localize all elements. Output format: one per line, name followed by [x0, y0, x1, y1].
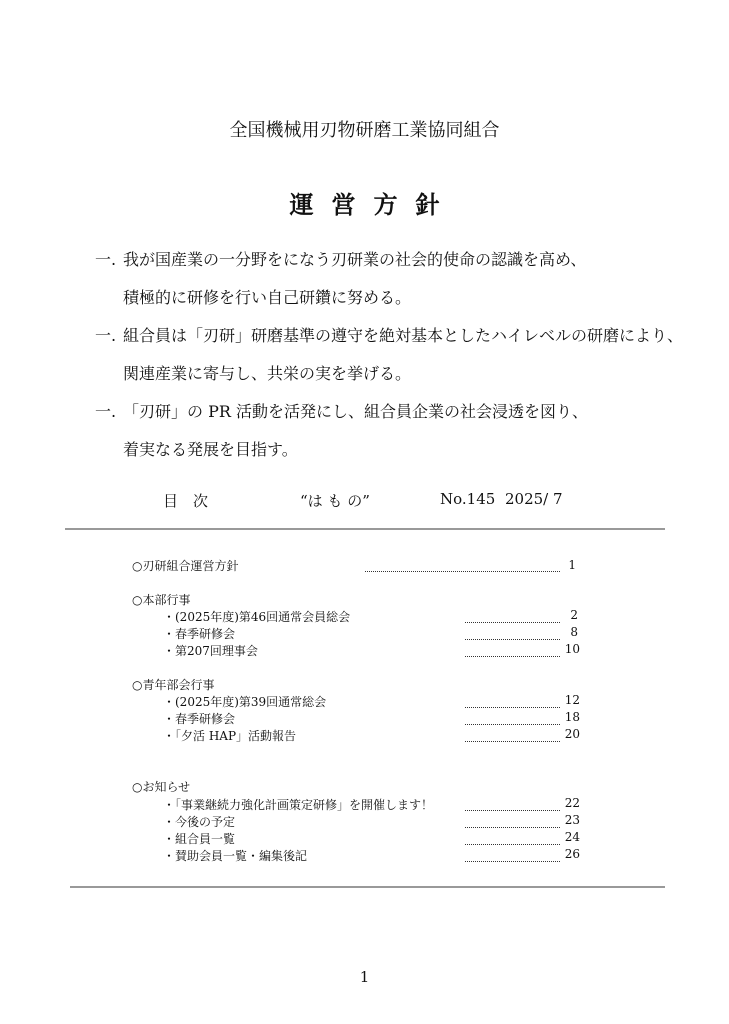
- leader-dots: [465, 639, 560, 640]
- toc-page: 8: [570, 625, 578, 639]
- divider-top: [65, 528, 665, 530]
- leader-dots: [365, 571, 560, 572]
- organization-title: 全国機械用刃物研磨工業協同組合: [229, 120, 500, 141]
- policy-line: 関連産業に寄与し、共栄の実を挙げる。: [123, 364, 412, 383]
- toc-item-title: ・春季研修会: [163, 627, 236, 641]
- policy-line: 積極的に研修を行い自己研鑽に努める。: [123, 288, 412, 307]
- leader-dots: [465, 656, 560, 657]
- leader-dots: [465, 827, 560, 828]
- leader-dots: [465, 707, 560, 708]
- toc-item-title: ・「事業継続力強化計画策定研修」を開催します！: [163, 798, 434, 812]
- publication-name: “は も の”: [300, 492, 370, 510]
- leader-dots: [465, 741, 560, 742]
- toc-item-title: ・賛助会員一覧・編集後記: [163, 849, 308, 863]
- policy-heading: 運営方針: [289, 190, 458, 219]
- leader-dots: [465, 861, 560, 862]
- leader-dots: [465, 724, 560, 725]
- toc-section-title: ○お知らせ: [132, 780, 191, 794]
- toc-page: 10: [564, 642, 580, 656]
- policy-marker: 一.: [95, 402, 117, 421]
- policy-marker: 一.: [95, 326, 117, 345]
- toc-section-title: ○青年部会行事: [132, 678, 215, 692]
- toc-item-title: ・「夕活 HAP」活動報告: [163, 729, 297, 743]
- toc-page: 20: [564, 727, 580, 741]
- toc-page: 23: [564, 813, 580, 827]
- toc-item-title: ・組合員一覧: [163, 832, 236, 846]
- leader-dots: [465, 844, 560, 845]
- toc-item-title: ・春季研修会: [163, 712, 236, 726]
- leader-dots: [465, 810, 560, 811]
- toc-page: 26: [564, 847, 580, 861]
- issue-date: 2025/ 7: [505, 490, 563, 508]
- policy-line: 我が国産業の一分野をになう刃研業の社会的使命の認識を高め、: [123, 250, 587, 269]
- toc-item-title: ・(2025年度)第39回通常総会: [163, 695, 327, 709]
- leader-dots: [465, 622, 560, 623]
- toc-page: 12: [564, 693, 580, 707]
- toc-item-title: ・今後の予定: [163, 815, 236, 829]
- toc-page: 2: [570, 608, 578, 622]
- toc-page: 1: [568, 558, 576, 572]
- toc-page: 18: [564, 710, 580, 724]
- issue-number: No.145: [440, 490, 496, 508]
- policy-marker: 一.: [95, 250, 117, 269]
- toc-page: 22: [564, 796, 580, 810]
- policy-line: 組合員は「刃研」研磨基準の遵守を絶対基本としたハイレベルの研磨により、: [123, 326, 684, 345]
- policy-line: 着実なる発展を目指す。: [123, 440, 298, 459]
- page-number: 1: [359, 968, 370, 986]
- toc-label: 目 次: [163, 492, 209, 510]
- toc-item-title: ・(2025年度)第46回通常会員総会: [163, 610, 351, 624]
- toc-section-title: ○刃研組合運営方針: [132, 559, 239, 573]
- toc-page: 24: [564, 830, 580, 844]
- policy-line: 「刃研」の PR 活動を活発にし、組合員企業の社会浸透を図り、: [123, 402, 588, 421]
- divider-bottom: [70, 886, 665, 888]
- toc-section-title: ○本部行事: [132, 593, 191, 607]
- toc-item-title: ・第207回理事会: [163, 644, 258, 658]
